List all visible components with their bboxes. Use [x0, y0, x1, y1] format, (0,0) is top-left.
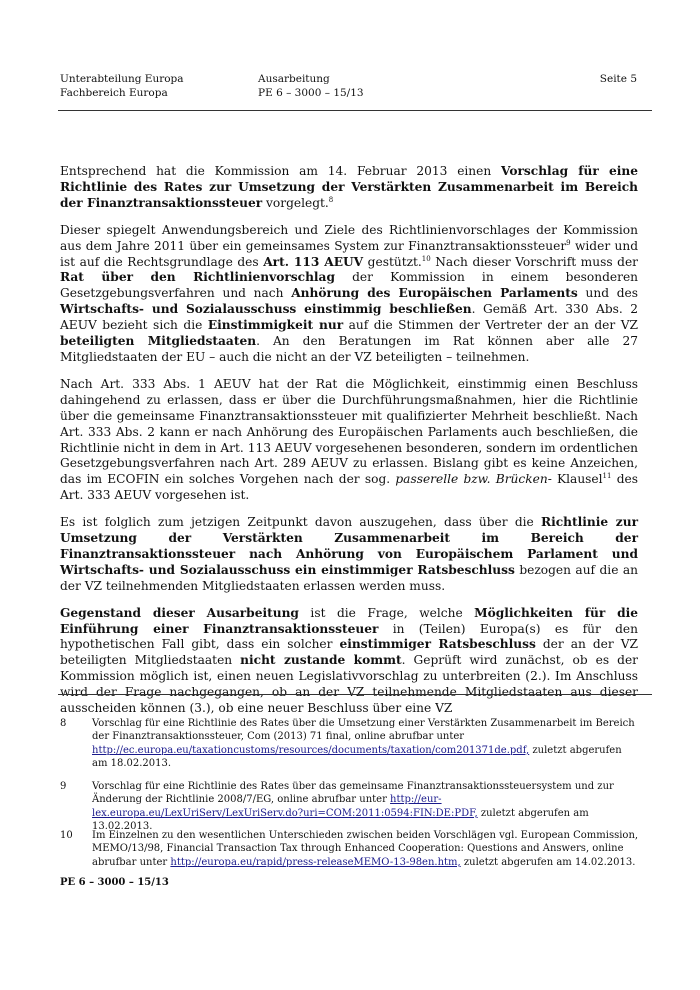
header-doc-type: Ausarbeitung [258, 73, 330, 85]
footnote-10: 10 Im Einzelnen zu den wesentlichen Unterschieden zwischen beiden Vorschlägen vgl. European Commission, MEMO/13/98, Financial Transaction Tax through Enhanced Cooperation: Questions and Answers, online abrufbar unter http://europa.eu/rapid/press-releaseMEMO-13-98en.htm, zuletzt abgerufen am 14.02.2013. [60, 830, 639, 868]
footnote-number: 10 [60, 830, 73, 841]
header-document [258, 72, 364, 100]
header-section: Fachbereich Europa [60, 87, 168, 99]
footnote-ref-11[interactable]: 11 [602, 472, 612, 481]
paragraph-3: Nach Art. 333 Abs. 1 AEUV hat der Rat die Möglichkeit, einstimmig einen Beschluss dahingehend zu erlassen, dass er über die Durchführungsmaßnahmen, hier die Richtlinie über die gemeinsame Finanztransaktionssteuer mit qualifizierter Mehrheit beschließt. Nach Art. 333 Abs. 2 kann er nach Anhörung des Europäischen Parlaments auch beschließen, die Richtlinie nicht in dem in Art. 113 AEUV vorgesehenen besonderen, sondern im ordentlichen Gesetzgebungsverfahren nach Art. 289 AEUV zu erlassen. Bislang gibt es keine Anzeichen, das im ECOFIN ein solches Vorgehen nach der sog. passerelle bzw. Brücken- Klausel$^{11}$ des Art. 333 AEUV vorgesehen ist. [60, 376, 638, 503]
footer-doc-id: PE 6 – 3000 – 15/13 [60, 877, 169, 888]
header-subdivision: Unterabteilung Europa [60, 73, 184, 85]
paragraph-1: Entsprechend hat die Kommission am 14. Februar 2013 einen Vorschlag für eine Richtlinie des Rates zur Umsetzung der Verstärkten Zusammenarbeit im Bereich der Finanztransaktionssteuer vorgelegt.$^8$ [60, 164, 638, 210]
footnote-ref-9[interactable]: 9 [566, 238, 571, 247]
footnote-link[interactable]: http://ec.europa.eu/taxationcustoms/resources/documents/taxation/com201371de.pdf, [92, 744, 530, 756]
footnote-link[interactable]: http://europa.eu/rapid/press-releaseMEMO-13-98en.htm, [170, 856, 461, 868]
header-department [60, 72, 184, 100]
paragraph-5: Gegenstand dieser Ausarbeitung ist die Frage, welche Möglichkeiten für die Einführung einer Finanztransaktionssteuer in (Teilen) Europa(s) es für den hypothetischen Fall gibt, dass ein solcher einstimmiger Ratsbeschluss der an der VZ beteiligten Mitgliedstaaten nicht zustande kommt. Geprüft wird zunächst, ob es der Kommission möglich ist, einen neuen Legislativvorschlag zu unterbreiten (2.). Im Anschluss wird der Frage nachgegangen, ob an der VZ teilnehmende Mitgliedstaaten aus dieser ausscheiden können (3.), ob eine neuer Beschluss über eine VZ [60, 605, 638, 716]
footnote-ref-10[interactable]: 10 [421, 254, 431, 263]
paragraph-4: Es ist folglich zum jetzigen Zeitpunkt davon auszugehen, dass über die Richtlinie zur Umsetzung der Verstärkten Zusammenarbeit im Bereich der Finanztransaktionssteuer nach Anhörung von Europäischem Parlament und Wirtschafts- und Sozialausschuss ein einstimmiger Ratsbeschluss bezogen auf die an der VZ teilnehmenden Mitgliedstaaten erlassen werden muss. [60, 515, 639, 593]
header-page-number: Seite 5 [599, 73, 637, 85]
footnote-link[interactable]: http://eur-lex.europa.eu/LexUriServ/LexUriServ.do?uri=COM:2011:0594:FIN:DE:PDF, [92, 794, 478, 819]
footnote-ref-8[interactable]: 8 [328, 195, 334, 204]
footnote-number: 9 [60, 781, 67, 792]
footnote-9: 9 Vorschlag für eine Richtlinie des Rates über das gemeinsame Finanztransaktionssteuersystem und zur Änderung der Richtlinie 2008/7/EG, online abrufbar unter http://eur-lex.europa.eu/LexUriServ/LexUriServ.do?uri=COM:2011:0594:FIN:DE:PDF, zuletzt abgerufen am 13.02.2013. [60, 781, 614, 833]
footnote-divider [58, 694, 652, 695]
body-text [60, 164, 638, 728]
paragraph-2: Dieser spiegelt Anwendungsbereich und Ziele des Richtlinienvorschlages der Kommission aus dem Jahre 2011 über ein gemeinsames System zur Finanztransaktionssteuer$^9$ wider und ist auf die Rechtsgrundlage des Art. 113 AEUV gestützt.$^{10}$ Nach dieser Vorschrift muss der Rat über den Richtlinienvorschlag der Kommission in einem besonderen Gesetzgebungsverfahren und nach Anhörung des Europäischen Parlaments und des Wirtschafts- und Sozialausschuss einstimmig beschließen. Gemäß Art. 330 Abs. 2 AEUV bezieht sich die Einstimmigkeit nur auf die Stimmen der Vertreter der an der VZ beteiligten Mitgliedstaaten. An den Beratungen im Rat können aber alle 27 Mitgliedstaaten der EU – auch die nicht an der VZ beteiligten – teilnehmen. [60, 222, 639, 364]
footnote-8: 8 Vorschlag für eine Richtlinie des Rates über die Umsetzung einer Verstärkten Zusammenarbeit im Bereich der Finanztransaktionssteuer, Com (2013) 71 final, online abrufbar unter http://ec.europa.eu/taxationcustoms/resources/documents/taxation/com201371de.pdf, zuletzt abgerufen am 18.02.2013. [60, 718, 635, 770]
header-divider [58, 110, 652, 111]
header-doc-id: PE 6 – 3000 – 15/13 [258, 87, 364, 99]
footnote-number: 8 [60, 718, 67, 729]
